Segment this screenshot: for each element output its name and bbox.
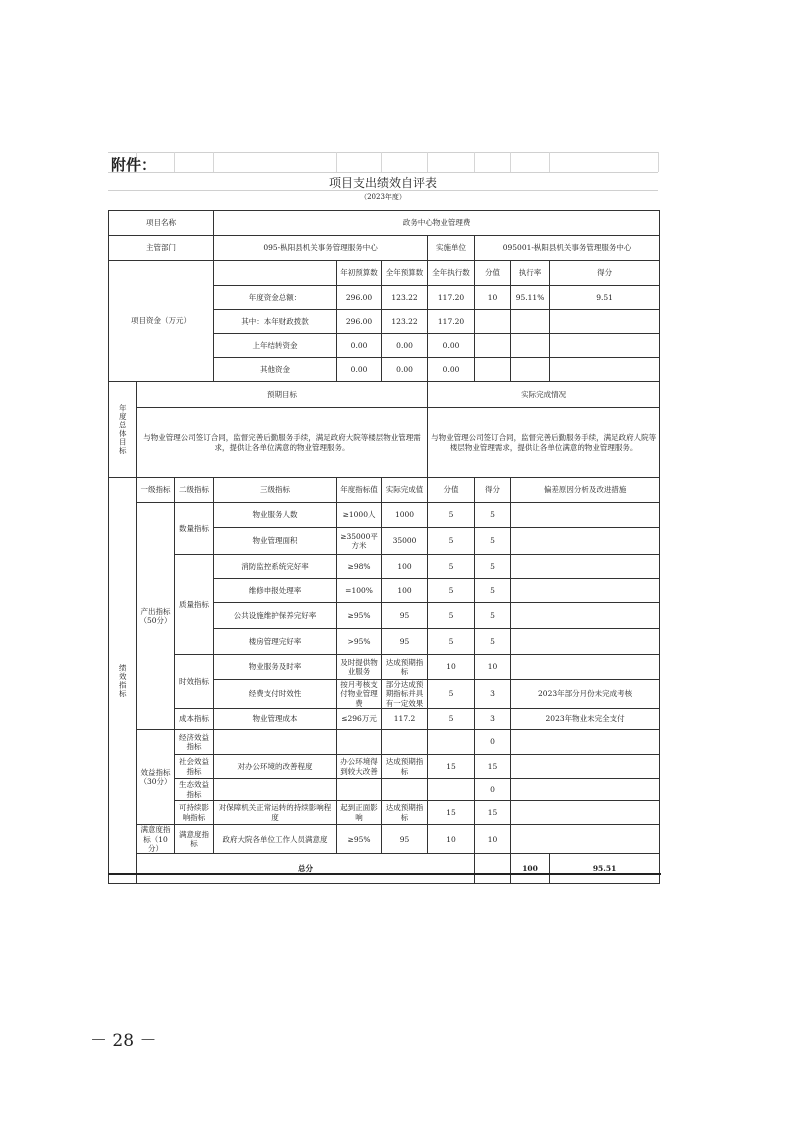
indicator-score: 5 [428, 629, 475, 655]
indicator-target: =100% [337, 579, 382, 603]
grid-line [510, 152, 511, 172]
grid-line [336, 152, 337, 172]
indicators-side-label: 绩效指标 [109, 478, 137, 884]
indicator-note [511, 655, 660, 680]
indicator-target: 办公环境得到较大改善 [337, 755, 382, 779]
fund-score: 10 [475, 286, 511, 310]
indicator-score: 10 [428, 825, 475, 854]
indicator-score [428, 730, 475, 755]
fund-score [475, 310, 511, 334]
column-header: 全年预算数 [382, 261, 428, 286]
grid-line [174, 152, 175, 172]
table-cell [214, 261, 337, 286]
column-header: 分值 [475, 261, 511, 286]
indicator-note [511, 579, 660, 603]
indicator-l2: 质量指标 [175, 555, 214, 655]
indicator-l2: 生态效益指标 [175, 779, 214, 801]
fund-full: 123.22 [382, 286, 428, 310]
fund-got [550, 358, 660, 382]
attachment-label: 附件： [111, 156, 157, 174]
table-cell [475, 854, 511, 884]
table-row [109, 730, 660, 755]
indicator-note [511, 825, 660, 854]
grid-line [213, 152, 214, 172]
fund-name: 其中：本年财政拨款 [214, 310, 337, 334]
table-title: 项目支出绩效自评表 [328, 176, 437, 190]
column-header: 偏差原因分析及改进措施 [511, 478, 660, 503]
grid-line [427, 152, 428, 172]
indicator-l2: 社会效益指标 [175, 755, 214, 779]
indicator-l2: 满意度指标 [175, 825, 214, 854]
grid-line [108, 172, 658, 173]
table-row [109, 709, 660, 730]
indicator-actual: 95 [382, 629, 428, 655]
indicator-target: 起到正面影响 [337, 801, 382, 825]
indicator-actual: 100 [382, 555, 428, 579]
indicator-l1: 产出指标（50分） [137, 503, 175, 730]
indicator-l3: 物业管理面积 [214, 528, 337, 555]
grid-line [549, 152, 550, 172]
fund-rate: 95.11% [511, 286, 550, 310]
indicator-got: 10 [475, 825, 511, 854]
table-year: （2023年度） [360, 193, 406, 201]
actual-result-text: 与物业管理公司签订合同，监督完善后勤服务手续，满足政府人院等楼层物业管理需求，提供让各单位满意的物业管理服务。 [428, 408, 660, 478]
table-row [109, 211, 660, 236]
total-got: 95.51 [550, 854, 660, 884]
indicator-l3: 物业服务人数 [214, 503, 337, 528]
indicator-l3: 对保障机关正常运转的持续影响程度 [214, 801, 337, 825]
total-label: 总分 [137, 854, 475, 884]
indicator-got: 5 [475, 503, 511, 528]
grid-line [108, 152, 658, 153]
indicator-actual [382, 779, 428, 801]
indicator-l2: 成本指标 [175, 709, 214, 730]
table-row [109, 236, 660, 261]
fund-init: 0.00 [337, 358, 382, 382]
table-row [109, 555, 660, 579]
table-row [109, 655, 660, 680]
fund-exec: 0.00 [428, 334, 475, 358]
indicator-got: 5 [475, 603, 511, 629]
indicator-note [511, 503, 660, 528]
indicator-note [511, 528, 660, 555]
indicator-actual: 1000 [382, 503, 428, 528]
column-header: 年初预算数 [337, 261, 382, 286]
indicator-l3: 经费支付时效性 [214, 680, 337, 709]
indicator-target: ≥35000平方米 [337, 528, 382, 555]
fund-exec: 0.00 [428, 358, 475, 382]
table-row [109, 755, 660, 779]
grid-line [658, 152, 659, 172]
indicator-score: 5 [428, 503, 475, 528]
indicator-got: 5 [475, 579, 511, 603]
indicator-l3: 对办公环境的改善程度 [214, 755, 337, 779]
indicator-score: 5 [428, 680, 475, 709]
indicator-actual: 95 [382, 603, 428, 629]
actual-result-label: 实际完成情况 [428, 382, 660, 408]
indicator-score: 5 [428, 555, 475, 579]
indicator-l1: 效益指标（30分） [137, 730, 175, 825]
indicator-l1: 满意度指标（10分） [137, 825, 175, 854]
indicator-got: 15 [475, 755, 511, 779]
fund-init: 296.00 [337, 310, 382, 334]
indicator-got: 10 [475, 655, 511, 680]
indicator-got: 15 [475, 801, 511, 825]
table-row [109, 854, 660, 884]
indicator-actual: 95 [382, 825, 428, 854]
indicator-note: 2023年部分月份未完成考核 [511, 680, 660, 709]
fund-score [475, 358, 511, 382]
goals-side-label: 年度总体目标 [109, 382, 137, 478]
table-row [109, 503, 660, 528]
divider [108, 873, 661, 875]
indicator-actual: 117.2 [382, 709, 428, 730]
indicator-l2: 数量指标 [175, 503, 214, 555]
indicator-got: 5 [475, 629, 511, 655]
indicator-score: 10 [428, 655, 475, 680]
indicator-l2: 经济效益指标 [175, 730, 214, 755]
indicator-actual: 达成预期指标 [382, 755, 428, 779]
indicator-got: 5 [475, 555, 511, 579]
indicator-note [511, 801, 660, 825]
table-row [109, 779, 660, 801]
column-header: 分值 [428, 478, 475, 503]
dept-label: 主管部门 [109, 236, 214, 261]
indicator-l3: 维修申报处理率 [214, 579, 337, 603]
column-header: 实际完成值 [382, 478, 428, 503]
column-header: 年度指标值 [337, 478, 382, 503]
indicator-target: >95% [337, 629, 382, 655]
indicator-target: ≥98% [337, 555, 382, 579]
column-header: 执行率 [511, 261, 550, 286]
indicator-score: 5 [428, 579, 475, 603]
funds-label: 项目资金（万元） [109, 261, 214, 382]
fund-got [550, 334, 660, 358]
expected-goal-label: 预期目标 [137, 382, 428, 408]
fund-name: 年度资金总额： [214, 286, 337, 310]
indicator-target: 按月考核支付物业管理费 [337, 680, 382, 709]
fund-exec: 117.20 [428, 286, 475, 310]
fund-got [550, 310, 660, 334]
indicator-note: 2023年物业未完全支付 [511, 709, 660, 730]
indicator-l3: 物业服务及时率 [214, 655, 337, 680]
indicator-l2: 可持续影响指标 [175, 801, 214, 825]
indicator-note [511, 779, 660, 801]
project-name-label: 项目名称 [109, 211, 214, 236]
table-row [109, 801, 660, 825]
indicator-target [337, 730, 382, 755]
grid-line [474, 152, 475, 172]
impl-value: 095001-枞阳县机关事务管理服务中心 [475, 236, 660, 261]
indicator-score [428, 779, 475, 801]
indicator-actual [382, 730, 428, 755]
fund-init: 0.00 [337, 334, 382, 358]
indicator-score: 15 [428, 801, 475, 825]
indicator-actual: 部分达成预期指标并具有一定效果 [382, 680, 428, 709]
indicator-l2: 时效指标 [175, 655, 214, 709]
indicator-actual: 达成预期指标 [382, 801, 428, 825]
indicator-l3: 政府大院各单位工作人员满意度 [214, 825, 337, 854]
dept-value: 095-枞阳县机关事务管理服务中心 [214, 236, 428, 261]
column-header: 得分 [475, 478, 511, 503]
indicator-actual: 达成预期指标 [382, 655, 428, 680]
indicator-actual: 100 [382, 579, 428, 603]
indicator-note [511, 730, 660, 755]
total-score: 100 [511, 854, 550, 884]
fund-exec: 117.20 [428, 310, 475, 334]
fund-got: 9.51 [550, 286, 660, 310]
indicator-got: 5 [475, 528, 511, 555]
fund-rate [511, 358, 550, 382]
fund-name: 上年结转资金 [214, 334, 337, 358]
indicator-note [511, 555, 660, 579]
indicator-l3: 物业管理成本 [214, 709, 337, 730]
indicator-got: 3 [475, 709, 511, 730]
indicator-score: 5 [428, 528, 475, 555]
column-header: 得分 [550, 261, 660, 286]
indicator-target: ≥95% [337, 603, 382, 629]
fund-full: 123.22 [382, 310, 428, 334]
indicator-note [511, 755, 660, 779]
column-header: 一级指标 [137, 478, 175, 503]
column-header: 二级指标 [175, 478, 214, 503]
indicator-target: 及时提供物业服务 [337, 655, 382, 680]
indicator-target: ≥95% [337, 825, 382, 854]
fund-score [475, 334, 511, 358]
fund-name: 其他资金 [214, 358, 337, 382]
performance-table [108, 210, 660, 884]
grid-line [381, 152, 382, 172]
indicator-l3: 公共设施维护保养完好率 [214, 603, 337, 629]
impl-label: 实施单位 [428, 236, 475, 261]
indicator-got: 0 [475, 779, 511, 801]
table-row [109, 261, 660, 286]
indicator-l3: 消防监控系统完好率 [214, 555, 337, 579]
table-row [109, 825, 660, 854]
indicator-note [511, 603, 660, 629]
indicator-l3 [214, 730, 337, 755]
table-row [109, 382, 660, 408]
fund-rate [511, 334, 550, 358]
project-name-value: 政务中心物业管理费 [214, 211, 660, 236]
indicator-target: ≥1000人 [337, 503, 382, 528]
indicator-score: 5 [428, 709, 475, 730]
indicator-l3: 楼房管理完好率 [214, 629, 337, 655]
indicator-score: 5 [428, 603, 475, 629]
indicator-target [337, 779, 382, 801]
fund-full: 0.00 [382, 334, 428, 358]
indicator-target: ≤296万元 [337, 709, 382, 730]
fund-full: 0.00 [382, 358, 428, 382]
column-header: 全年执行数 [428, 261, 475, 286]
table-row [109, 408, 660, 478]
expected-goal-text: 与物业管理公司签订合同，监督完善后勤服务手续，满足政府大院等楼层物业管理需求，提供让各单位满意的物业管理服务。 [137, 408, 428, 478]
fund-init: 296.00 [337, 286, 382, 310]
indicator-got: 0 [475, 730, 511, 755]
fund-rate [511, 310, 550, 334]
indicator-actual: 35000 [382, 528, 428, 555]
page-number: － 28 － [90, 1031, 157, 1051]
indicator-got: 3 [475, 680, 511, 709]
table-row [109, 478, 660, 503]
column-header: 三级指标 [214, 478, 337, 503]
indicator-score: 15 [428, 755, 475, 779]
indicator-note [511, 629, 660, 655]
indicator-l3 [214, 779, 337, 801]
